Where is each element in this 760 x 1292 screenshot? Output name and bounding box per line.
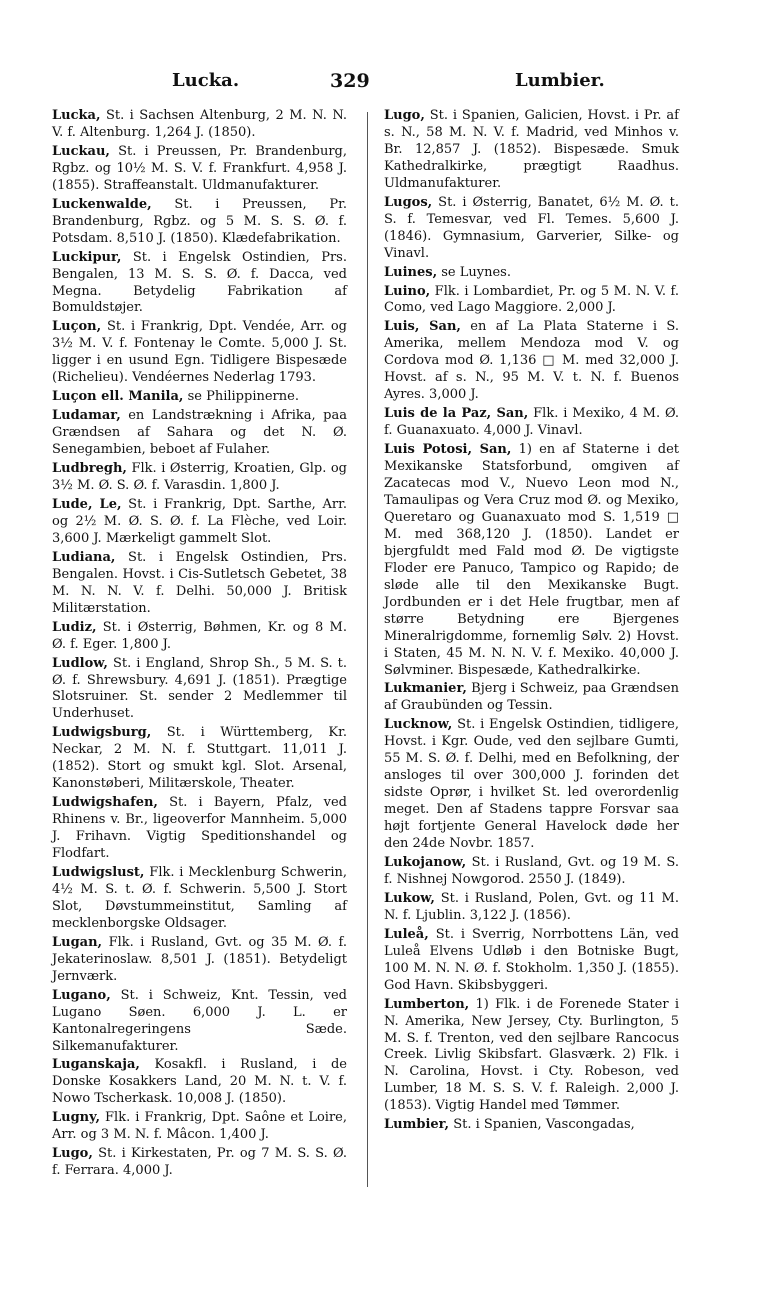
entry-headword: Lucka, <box>52 108 101 123</box>
entry-text: 1) Flk. i de Forenede Stater i N. Amerika, New Jersey, Cty. Burlington, 5 M. S. f. Trenton, ved den sejlbare Rancocus Creek. Livlig Skibsfart. Glasværk. 2) Flk. i N. Carolina, Hovst. i Cty. Robeson, ved Lumber, 18 M. S. S. V. f. Raleigh. 2,000 J. (1853). Vigtig Handel med Tømmer. <box>384 996 679 1114</box>
dictionary-entry <box>52 988 347 1056</box>
entry-text: 1) en af Staterne i det Mexikanske Statsforbund, omgiven af Zacatecas mod V., Nuevo Leon mod N., Tamaulipas og Vera Cruz mod Ø. og Mexiko, Queretaro og Guanaxuato mod S. 1,519 □ M. med 368,120 J. (1850). Landet er bjergfuldt med Fald mod Ø. De vigtigste Floder ere Panuco, Tampico og Rapido; de sløde alle til den Mexikanske Bugt. Jordbunden er i det Hele frugtbar, men af større Betydning ere Bjergenes Mineralrigdomme, fornemlig Sølv. 2) Hovst. i Staten, 45 M. N. N. V. f. Mexiko. 40,000 J. Sølvminer. Bispesæde, Kathedralkirke. <box>384 442 679 678</box>
entry-headword: Luckenwalde, <box>52 196 152 212</box>
entry-headword: Luis de la Paz, San, <box>384 406 529 422</box>
entry-headword: Lugos, <box>384 194 433 210</box>
entry-text: Bjerg i Schweiz, paa Grændsen af Graubünden og Tessin. <box>384 681 679 714</box>
entry-headword: Lugano, <box>52 987 111 1003</box>
entry-headword: Luganskaja, <box>52 1057 140 1073</box>
entry-headword: Ludwigslust, <box>52 864 145 880</box>
entry-headword: Ludlow, <box>52 655 108 671</box>
page-number: 329 <box>330 70 370 92</box>
dictionary-entry <box>384 442 679 679</box>
entry-text: Kosakfl. i Rusland, i de Donske Kosakkers Land, 20 M. N. t. V. f. Nowo Tscherkask. 10,008 J. (1850). <box>52 1057 347 1107</box>
entry-text: Flk. i Østerrig, Kroatien, Glp. og 3½ M. Ø. S. Ø. f. Varasdin. 1,800 J. <box>52 461 347 494</box>
entry-text: St. i England, Shrop Sh., 5 M. S. t. Ø. f. Shrewsbury. 4,691 J. (1851). Prægtige Slotsruiner. St. sender 2 Medlemmer til Underhuset. <box>52 655 347 722</box>
dictionary-entry <box>52 935 347 986</box>
entry-text: St. i Schweiz, Knt. Tessin, ved Lugano Søen. 6,000 J. L. er Kantonalregeringens Sæde. Silkemanufakturer. <box>52 987 347 1054</box>
entry-headword: Luino, <box>384 283 431 299</box>
dictionary-entry <box>52 144 347 195</box>
dictionary-entry <box>52 656 347 724</box>
page-header <box>0 70 760 98</box>
header-first-entry: Lucka. <box>172 70 240 91</box>
entry-text: en af La Plata Staterne i S. Amerika, mellem Mendoza mod V. og Cordova mod Ø. 1,136 □ M. med 32,000 J. Hovst. af s. N., 95 M. V. t. N. f. Buenos Ayres. 3,000 J. <box>384 319 679 403</box>
entry-headword: Ludbregh, <box>52 461 127 477</box>
entry-text: St. i Sverrig, Norrbottens Län, ved Luleå Elvens Udløb i den Botniske Bugt, 100 M. N. N. Ø. f. Stokholm. 1,350 J. (1855). God Havn. Skibsbyggeri. <box>384 926 679 993</box>
dictionary-entry <box>52 250 347 318</box>
dictionary-entry <box>52 319 347 387</box>
entry-text: St. i Preussen, Pr. Brandenburg, Rgbz. og 5 M. S. S. Ø. f. Potsdam. 8,510 J. (1850). Klædefabrikation. <box>52 196 347 246</box>
dictionary-entry <box>52 865 347 933</box>
dictionary-entry <box>52 461 347 495</box>
entry-text: St. i Spanien, Vascongadas, <box>449 1117 635 1133</box>
entry-headword: Luçon ell. Manila, <box>52 389 184 405</box>
dictionary-entry <box>52 108 347 142</box>
dictionary-entry <box>52 1110 347 1144</box>
entry-text: en Landstrækning i Afrika, paa Grændsen af Sahara og det N. Ø. Senegambien, beboet af Fulaher. <box>52 408 347 458</box>
entry-headword: Ludiz, <box>52 619 97 635</box>
dictionary-entry <box>384 1117 679 1134</box>
entry-headword: Lugo, <box>384 108 425 123</box>
entry-headword: Lumberton, <box>384 996 470 1012</box>
dictionary-entry <box>384 195 679 263</box>
dictionary-entry <box>384 681 679 715</box>
entry-text: St. i Engelsk Ostindien, tidligere, Hovst. i Kgr. Oude, ved den sejlbare Gumti, 55 M. S. Ø. f. Delhi, med en Befolkning, der ansloges til over 300,000 J. forinden det sidste Oprør, i hvilket St. led overordenlig meget. Den af Stadens tappre Forsvar saa højt fortjente General Havelock døde her den 24de Novbr. 1857. <box>384 717 679 852</box>
entry-text: Flk. i Rusland, Gvt. og 35 M. Ø. f. Jekaterinoslaw. 8,501 J. (1851). Betydeligt Jernværk. <box>52 934 347 984</box>
entry-headword: Lugo, <box>52 1146 93 1162</box>
entry-headword: Lude, Le, <box>52 496 122 512</box>
entry-headword: Ludamar, <box>52 408 121 424</box>
entry-headword: Lugny, <box>52 1110 100 1126</box>
dictionary-entry <box>384 108 679 193</box>
dictionary-entry <box>52 408 347 459</box>
dictionary-entry <box>52 1057 347 1108</box>
entry-headword: Lukmanier, <box>384 681 467 697</box>
entry-text: Flk. i Mecklenburg Schwerin, 4½ M. S. t. Ø. f. Schwerin. 5,500 J. Stort Slot, Døvstummeinstitut, Samling af mecklenborgske Oldsager. <box>52 864 347 931</box>
entry-headword: Luckipur, <box>52 249 122 265</box>
dictionary-entry <box>52 1146 347 1180</box>
entry-text: se Luynes. <box>437 264 511 280</box>
entry-headword: Luis, San, <box>384 319 461 335</box>
entry-headword: Lucknow, <box>384 717 453 733</box>
dictionary-entry <box>52 550 347 618</box>
entry-headword: Ludwigsburg, <box>52 725 152 741</box>
entry-text: St. i Engelsk Ostindien, Prs. Bengalen, 13 M. S. S. Ø. f. Dacca, ved Megna. Betydelig Fabrikation af Bomuldstøjer. <box>52 249 347 316</box>
entry-headword: Lumbier, <box>384 1117 450 1133</box>
entry-text: St. i Kirkestaten, Pr. og 7 M. S. S. Ø. f. Ferrara. 4,000 J. <box>52 1146 347 1179</box>
entry-text: St. i Frankrig, Dpt. Sarthe, Arr. og 2½ M. Ø. S. Ø. f. La Flèche, ved Loir. 3,600 J. Mærkeligt gammelt Slot. <box>52 496 347 546</box>
entry-text: St. i Østerrig, Bøhmen, Kr. og 8 M. Ø. f. Eger. 1,800 J. <box>52 619 347 652</box>
dictionary-entry <box>52 197 347 248</box>
entry-text: St. i Rusland, Polen, Gvt. og 11 M. N. f. Ljublin. 3,122 J. (1856). <box>384 890 679 923</box>
entry-text: St. i Frankrig, Dpt. Vendée, Arr. og 3½ M. V. f. Fontenay le Comte. 5,000 J. St. ligger i en usund Egn. Tidligere Bispesæde (Richelieu). Vendéernes Nederlag 1793. <box>52 319 347 386</box>
dictionary-entry <box>52 497 347 548</box>
dictionary-entry <box>384 319 679 404</box>
entry-headword: Luines, <box>384 264 438 280</box>
entry-text: St. i Spanien, Galicien, Hovst. i Pr. af s. N., 58 M. N. V. f. Madrid, ved Minhos v. Br. 12,857 J. (1852). Bispesæde. Smuk Kathedralkirke, prægtigt Raadhus. Uldmanufakturer. <box>384 108 679 191</box>
entry-headword: Ludiana, <box>52 549 116 565</box>
dictionary-entry <box>52 725 347 793</box>
entry-headword: Luleå, <box>384 926 429 942</box>
header-last-entry: Lumbier. <box>515 70 605 91</box>
entry-text: St. i Württemberg, Kr. Neckar, 2 M. N. f. Stuttgart. 11,011 J. (1852). Stort og smukt kgl. Slot. Arsenal, Kanonstøberi, Militærskole, Theater. <box>52 725 347 792</box>
entry-headword: Lukow, <box>384 890 435 906</box>
column-divider <box>367 112 368 1187</box>
entry-headword: Luis Potosi, San, <box>384 442 512 458</box>
entry-text: St. i Østerrig, Banatet, 6½ M. Ø. t. S. f. Temesvar, ved Fl. Temes. 5,600 J. (1846). Gymnasium, Garverier, Silke- og Vinavl. <box>384 194 679 261</box>
entry-text: Flk. i Lombardiet, Pr. og 5 M. N. V. f. Como, ved Lago Maggiore. 2,000 J. <box>384 283 679 316</box>
dictionary-entry <box>384 997 679 1116</box>
entry-headword: Lugan, <box>52 934 103 950</box>
entry-headword: Lukojanow, <box>384 854 467 870</box>
dictionary-entry <box>384 265 679 282</box>
entry-text: St. i Engelsk Ostindien, Prs. Bengalen. Hovst. i Cis-Sutletsch Gebetet, 38 M. N. N. V. f. Delhi. 50,000 J. Britisk Militærstation. <box>52 549 347 616</box>
dictionary-entry <box>52 795 347 863</box>
dictionary-entry <box>384 927 679 995</box>
entry-text: St. i Sachsen Altenburg, 2 M. N. N. V. f. Altenburg. 1,264 J. (1850). <box>52 108 347 140</box>
dictionary-entry <box>384 406 679 440</box>
entry-headword: Luckau, <box>52 143 110 159</box>
dictionary-entry <box>384 891 679 925</box>
dictionary-entry <box>52 389 347 406</box>
entry-text: St. i Preussen, Pr. Brandenburg, Rgbz. og 10½ M. S. V. f. Frankfurt. 4,958 J. (1855). Straffeanstalt. Uldmanufakturer. <box>52 143 347 193</box>
entry-text: Flk. i Mexiko, 4 M. Ø. f. Guanaxuato. 4,000 J. Vinavl. <box>384 406 679 439</box>
dictionary-entry <box>52 620 347 654</box>
entry-text: se Philippinerne. <box>183 389 299 405</box>
entry-headword: Ludwigshafen, <box>52 795 158 811</box>
dictionary-entry <box>384 284 679 318</box>
entry-headword: Luçon, <box>52 319 102 335</box>
dictionary-entry <box>384 855 679 889</box>
entry-text: Flk. i Frankrig, Dpt. Saône et Loire, Arr. og 3 M. N. f. Mâcon. 1,400 J. <box>52 1110 347 1143</box>
dictionary-entry <box>384 717 679 853</box>
entry-text: St. i Rusland, Gvt. og 19 M. S. f. Nishnej Nowgorod. 2550 J. (1849). <box>384 854 679 887</box>
entry-text: St. i Bayern, Pfalz, ved Rhinens v. Br., ligeoverfor Mannheim. 5,000 J. Frihavn. Vigtig Speditionshandel og Flodfart. <box>52 795 347 862</box>
left-column <box>52 108 347 1182</box>
right-column <box>384 108 679 1136</box>
